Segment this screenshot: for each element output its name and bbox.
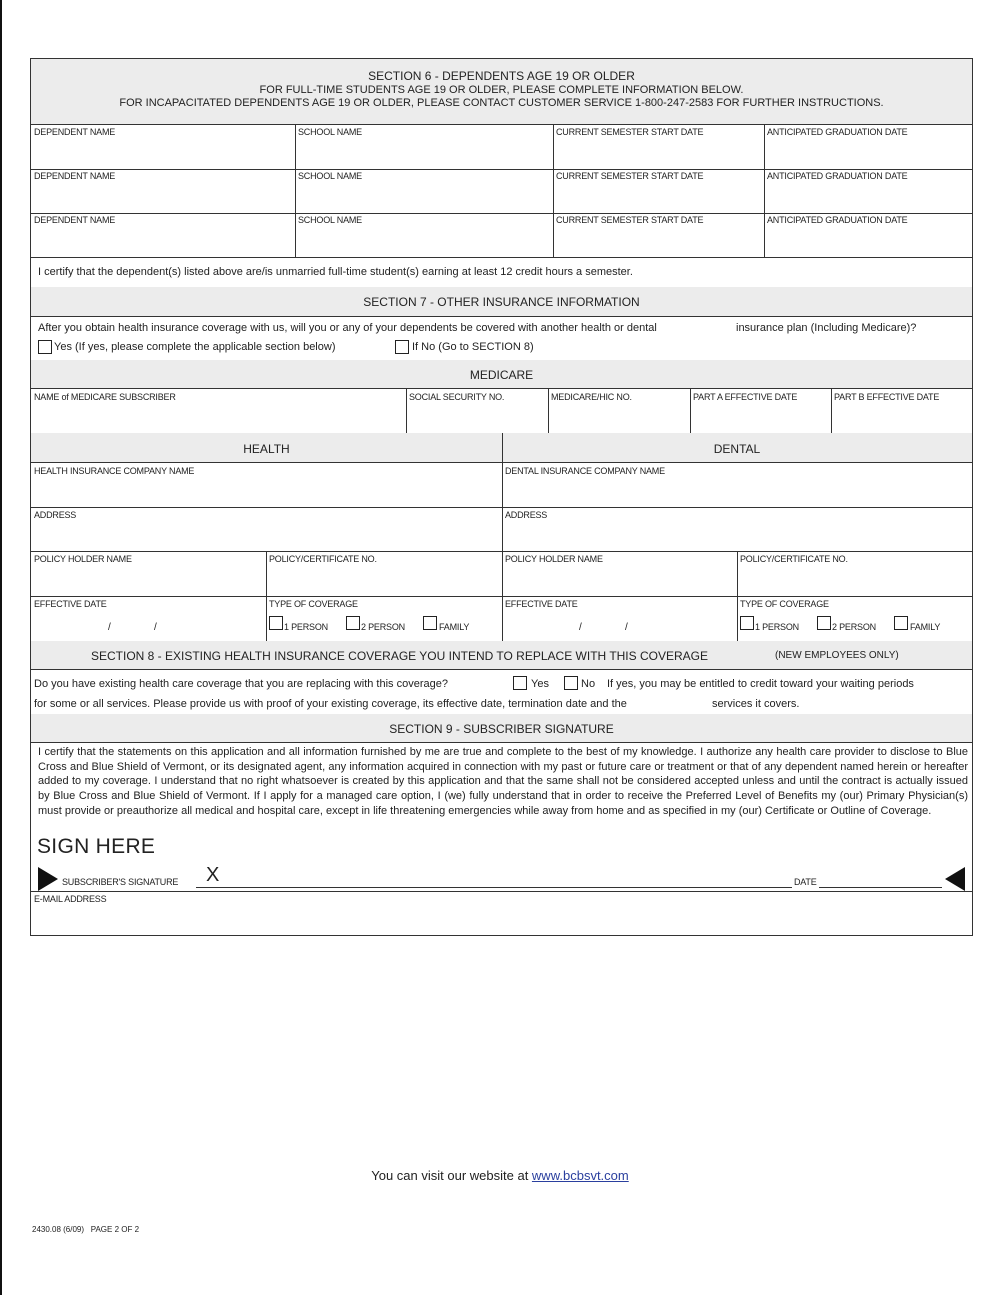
form-code: 2430.08 (6/09) PAGE 2 OF 2 <box>32 1225 140 1234</box>
medicare-hic-field[interactable] <box>548 389 690 433</box>
signature-date-line[interactable] <box>819 887 942 888</box>
dependent-name-field-2[interactable] <box>31 169 295 213</box>
medicare-parta-label: PART A EFFECTIVE DATE <box>693 392 798 402</box>
dental-company-label: DENTAL INSURANCE COMPANY NAME <box>505 466 665 476</box>
medicare-title: MEDICARE <box>469 368 534 382</box>
dental-company-field[interactable] <box>502 463 972 507</box>
semester-start-label-3: CURRENT SEMESTER START DATE <box>556 215 704 225</box>
other-insurance-question: After you obtain health insurance coverage with us, will you or any of your dependents be covered with another health or dental <box>38 322 657 334</box>
signature-date-label: DATE <box>794 877 817 887</box>
existing-coverage-no-checkbox[interactable] <box>564 676 578 690</box>
health-company-label: HEALTH INSURANCE COMPANY NAME <box>34 466 195 476</box>
dental-2person-label: 2 PERSON <box>832 622 876 632</box>
health-policy-holder-label: POLICY HOLDER NAME <box>34 554 132 564</box>
section6-line1: FOR FULL-TIME STUDENTS AGE 19 OR OLDER, PLEASE COMPLETE INFORMATION BELOW. <box>259 84 744 96</box>
email-address-label: E-MAIL ADDRESS <box>34 894 107 904</box>
health-family-label: FAMILY <box>439 622 470 632</box>
waiting-period-credit-text: If yes, you may be entitled to credit toward your waiting periods <box>607 678 914 690</box>
graduation-date-label-1: ANTICIPATED GRADUATION DATE <box>767 127 908 137</box>
other-insurance-question-end: insurance plan (Including Medicare)? <box>736 322 917 334</box>
section9-title: SECTION 9 - SUBSCRIBER SIGNATURE <box>389 722 614 736</box>
section8-title: SECTION 8 - EXISTING HEALTH INSURANCE COVERAGE YOU INTEND TO REPLACE WITH THIS COVERAGE <box>91 649 708 663</box>
other-insurance-yes-checkbox[interactable] <box>38 340 52 354</box>
health-policy-holder-field[interactable] <box>31 551 266 596</box>
dependent-name-field-3[interactable] <box>31 213 295 257</box>
health-1person-label: 1 PERSON <box>284 622 328 632</box>
medicare-parta-field[interactable] <box>690 389 831 433</box>
health-effective-date-label: EFFECTIVE DATE <box>34 599 107 609</box>
other-insurance-no-checkbox[interactable] <box>395 340 409 354</box>
section7-header <box>31 287 972 317</box>
section6-header <box>31 59 972 125</box>
dental-family-label: FAMILY <box>910 622 941 632</box>
health-2person-label: 2 PERSON <box>361 622 405 632</box>
medicare-partb-label: PART B EFFECTIVE DATE <box>834 392 940 402</box>
medicare-subscriber-label: NAME of MEDICARE SUBSCRIBER <box>34 392 176 402</box>
health-1person-checkbox[interactable] <box>269 616 283 630</box>
school-name-label-2: SCHOOL NAME <box>298 171 362 181</box>
dental-family-checkbox[interactable] <box>894 616 908 630</box>
dental-title: DENTAL <box>713 442 761 456</box>
health-coverage-type-label: TYPE OF COVERAGE <box>269 599 358 609</box>
section9-header <box>31 714 972 743</box>
section6-title: SECTION 6 - DEPENDENTS AGE 19 OR OLDER <box>368 69 635 83</box>
dental-date-slash-2: / <box>625 622 628 633</box>
health-policy-no-field[interactable] <box>266 551 502 596</box>
existing-coverage-yes-label: Yes <box>531 678 549 690</box>
semester-start-field-3[interactable] <box>553 213 764 257</box>
page-edge-line <box>0 0 2 1295</box>
website-footer <box>0 1168 1000 1183</box>
student-certification: I certify that the dependent(s) listed above are/is unmarried full-time student(s) earning at least 12 credit hours a semester. <box>38 266 633 278</box>
medicare-partb-field[interactable] <box>831 389 972 433</box>
subscriber-signature-line[interactable] <box>196 887 792 888</box>
dependent-name-field-1[interactable] <box>31 125 295 169</box>
dental-date-slash-1: / <box>579 622 582 633</box>
dental-1person-label: 1 PERSON <box>755 622 799 632</box>
health-title: HEALTH <box>243 442 290 456</box>
dental-address-field[interactable] <box>502 507 972 551</box>
section6-line2: FOR INCAPACITATED DEPENDENTS AGE 19 OR OLDER, PLEASE CONTACT CUSTOMER SERVICE 1-800-247-2583 FOR FURTHER INSTRUCTIONS. <box>119 97 884 109</box>
graduation-date-field-2[interactable] <box>764 169 972 213</box>
school-name-field-2[interactable] <box>295 169 553 213</box>
dental-policy-holder-label: POLICY HOLDER NAME <box>505 554 603 564</box>
dental-header <box>502 433 972 463</box>
subscriber-certification-text: I certify that the statements on this application and all information furnished by me are true and complete to the best of my knowledge. I authorize any health care provider to disclose to Blue Cross and Blue Shield of Vermont, or its designated agent, any information acquired in connection with my past or future care or treatment or that of any dependent named herein or hereafter added to my coverage. I understand that no right whatsoever is created by this application and that the same shall not be considered accepted unless and until the contract is actually issued by Blue Cross and Blue Shield of Vermont. If I apply for a managed care option, I (we) fully understand that in order to receive the Preferred Level of Benefits my (our) Primary Physician(s) must provide or preauthorize all medical and hospital care, except in life threatening emergencies while away from home and as specified in my (our) Certificate or Outline of Coverage. <box>38 746 968 817</box>
school-name-field-1[interactable] <box>295 125 553 169</box>
dental-1person-checkbox[interactable] <box>740 616 754 630</box>
semester-start-field-2[interactable] <box>553 169 764 213</box>
health-date-slash-1: / <box>108 622 111 633</box>
semester-start-field-1[interactable] <box>553 125 764 169</box>
other-insurance-no-label: If No (Go to SECTION 8) <box>412 341 534 353</box>
sign-here-arrow-icon <box>38 867 58 891</box>
medicare-subscriber-field[interactable] <box>31 389 406 433</box>
graduation-date-label-2: ANTICIPATED GRADUATION DATE <box>767 171 908 181</box>
medicare-ssn-field[interactable] <box>406 389 548 433</box>
health-policy-no-label: POLICY/CERTIFICATE NO. <box>269 554 377 564</box>
proof-of-coverage-text-end: services it covers. <box>712 698 800 710</box>
other-insurance-yes-label: Yes (If yes, please complete the applicable section below) <box>54 341 336 353</box>
existing-coverage-no-label: No <box>581 678 596 690</box>
section8-header <box>31 641 972 670</box>
dental-policy-no-label: POLICY/CERTIFICATE NO. <box>740 554 848 564</box>
semester-start-label-2: CURRENT SEMESTER START DATE <box>556 171 704 181</box>
graduation-date-field-3[interactable] <box>764 213 972 257</box>
application-form-page2 <box>30 58 973 936</box>
dental-policy-holder-field[interactable] <box>502 551 737 596</box>
dependent-name-label-2: DEPENDENT NAME <box>34 171 116 181</box>
existing-coverage-yes-checkbox[interactable] <box>513 676 527 690</box>
health-address-label: ADDRESS <box>34 510 77 520</box>
medicare-ssn-label: SOCIAL SECURITY NO. <box>409 392 505 402</box>
date-arrow-icon <box>945 867 965 891</box>
school-name-label-3: SCHOOL NAME <box>298 215 362 225</box>
dental-effective-date-field[interactable] <box>502 596 737 641</box>
dependent-name-label-1: DEPENDENT NAME <box>34 127 116 137</box>
health-header <box>31 433 502 463</box>
dependent-name-label-3: DEPENDENT NAME <box>34 215 116 225</box>
health-effective-date-field[interactable] <box>31 596 266 641</box>
school-name-label-1: SCHOOL NAME <box>298 127 362 137</box>
graduation-date-label-3: ANTICIPATED GRADUATION DATE <box>767 215 908 225</box>
graduation-date-field-1[interactable] <box>764 125 972 169</box>
health-family-checkbox[interactable] <box>423 616 437 630</box>
dental-policy-no-field[interactable] <box>737 551 972 596</box>
dental-2person-checkbox[interactable] <box>817 616 831 630</box>
website-visit-text: You can visit our website at <box>371 1168 532 1183</box>
signature-x-mark: X <box>206 864 220 886</box>
semester-start-label-1: CURRENT SEMESTER START DATE <box>556 127 704 137</box>
website-link[interactable]: www.bcbsvt.com <box>531 1168 629 1183</box>
existing-coverage-question: Do you have existing health care coverage that you are replacing with this coverage? <box>34 678 448 690</box>
email-address-field[interactable] <box>31 891 972 935</box>
health-2person-checkbox[interactable] <box>346 616 360 630</box>
school-name-field-3[interactable] <box>295 213 553 257</box>
health-company-field[interactable] <box>31 463 502 507</box>
medicare-header <box>31 360 972 389</box>
sign-here-label: SIGN HERE <box>37 835 156 858</box>
dental-effective-date-label: EFFECTIVE DATE <box>505 599 578 609</box>
section7-title: SECTION 7 - OTHER INSURANCE INFORMATION <box>363 295 640 309</box>
dental-address-label: ADDRESS <box>505 510 548 520</box>
proof-of-coverage-text: for some or all services. Please provide us with proof of your existing coverage, its effective date, termination date and the <box>34 698 627 710</box>
dental-coverage-type-label: TYPE OF COVERAGE <box>740 599 829 609</box>
medicare-hic-label: MEDICARE/HIC NO. <box>551 392 632 402</box>
health-date-slash-2: / <box>154 622 157 633</box>
subscriber-signature-label: SUBSCRIBER'S SIGNATURE <box>62 877 179 887</box>
health-address-field[interactable] <box>31 507 502 551</box>
section8-note: (NEW EMPLOYEES ONLY) <box>775 650 899 661</box>
